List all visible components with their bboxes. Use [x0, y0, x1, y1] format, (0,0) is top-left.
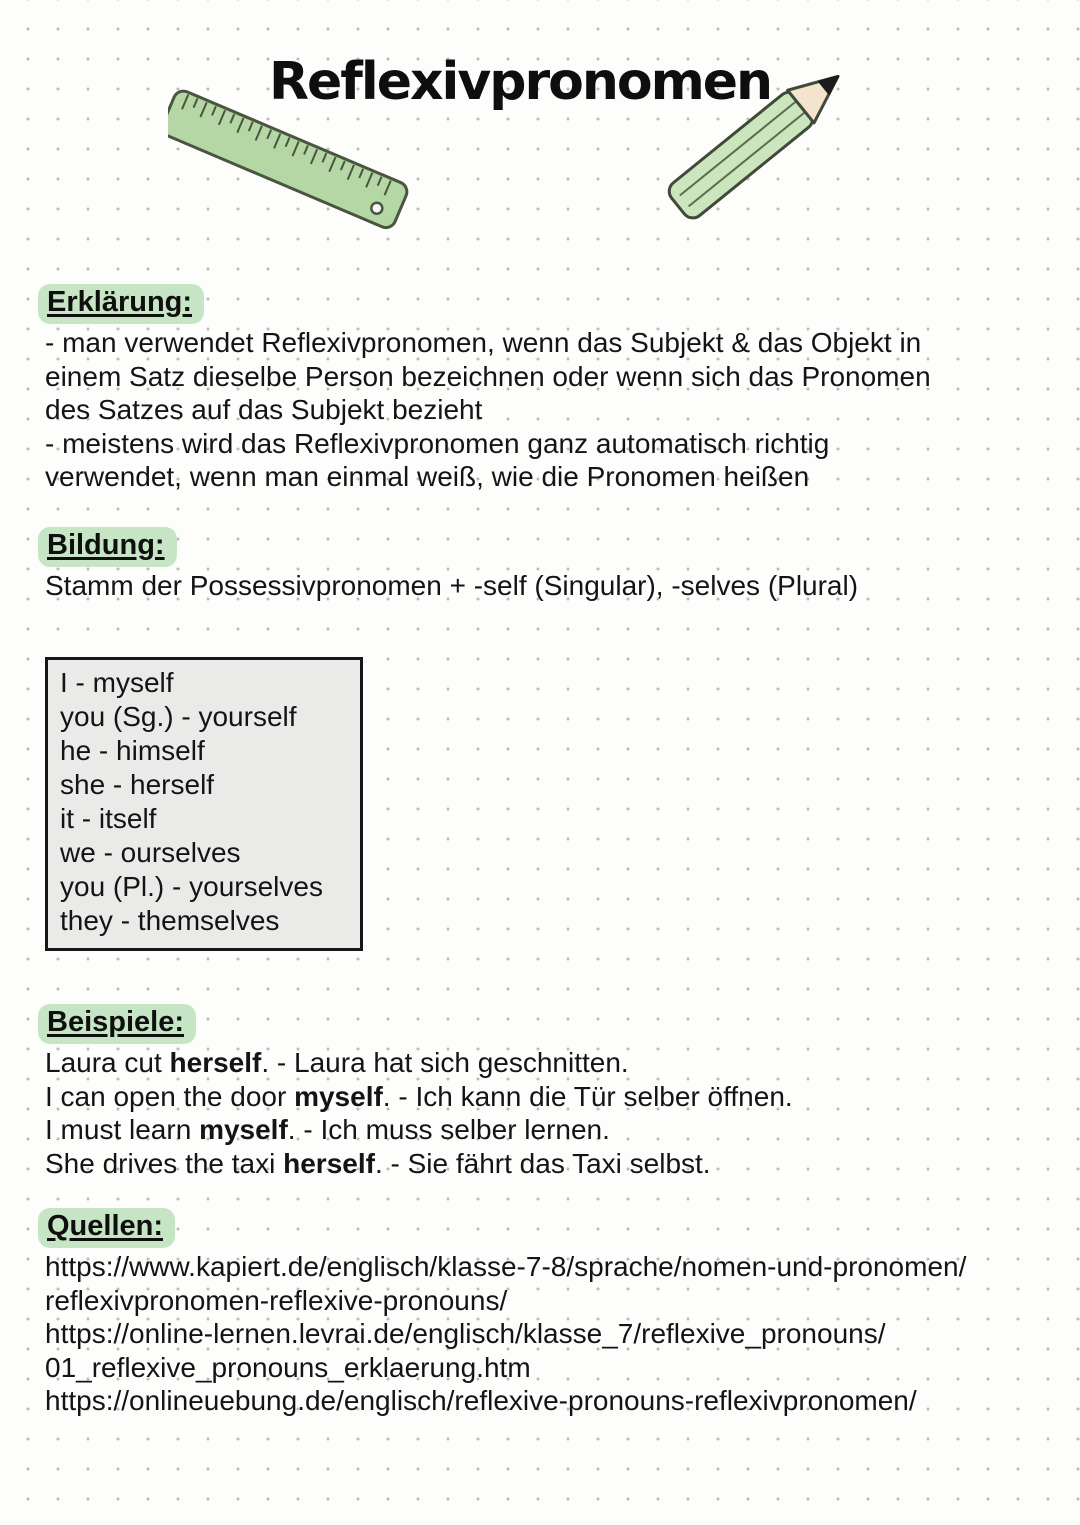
quellen-body: [45, 1250, 966, 1418]
pronoun-row: I - myself: [60, 667, 174, 698]
section-quellen: [38, 1208, 966, 1418]
beispiele-body: [45, 1046, 793, 1180]
page-title: Reflexivpronomen: [268, 52, 772, 112]
example-line: [45, 1147, 793, 1181]
example-line: [45, 1113, 793, 1147]
example-line: [45, 1046, 793, 1080]
text-line: - meistens wird das Reflexivpronomen ganz automatisch richtig: [45, 427, 830, 459]
source-url-line: 01_reflexive_pronouns_erklaerung.htm: [45, 1351, 531, 1383]
source-url-line: https://www.kapiert.de/englisch/klasse-7-8/sprache/nomen-und-pronomen/: [45, 1251, 967, 1282]
text-line: einem Satz dieselbe Person bezeichnen oder wenn sich das Pronomen: [45, 360, 931, 392]
section-heading-erklaerung: Erklärung:: [38, 284, 204, 324]
example-line: [45, 1080, 793, 1114]
pronoun-box: [45, 657, 363, 951]
example-pre: I must learn: [45, 1114, 200, 1146]
example-bold: myself: [294, 1080, 383, 1112]
section-heading-bildung: Bildung:: [38, 527, 177, 567]
source-url-line: reflexivpronomen-reflexive-pronouns/: [45, 1284, 508, 1316]
section-heading-beispiele: Beispiele:: [38, 1004, 196, 1044]
pronoun-row: you (Pl.) - yourselves: [60, 871, 323, 902]
example-pre: She drives the taxi: [45, 1147, 284, 1179]
section-heading-quellen: Quellen:: [38, 1208, 175, 1248]
pronoun-row: she - herself: [60, 769, 215, 800]
pronoun-row: we - ourselves: [60, 837, 241, 868]
example-bold: herself: [283, 1147, 375, 1179]
section-bildung: [38, 527, 858, 603]
pronoun-row: you (Sg.) - yourself: [60, 701, 297, 732]
source-url-line: https://online-lernen.levrai.de/englisch/klasse_7/reflexive_pronouns/: [45, 1318, 886, 1350]
example-post: . - Ich kann die Tür selber öffnen.: [382, 1080, 793, 1112]
text-line: - man verwendet Reflexivpronomen, wenn das Subjekt & das Objekt in: [45, 327, 922, 358]
section-beispiele: [38, 1004, 793, 1180]
text-line: des Satzes auf das Subjekt bezieht: [45, 394, 483, 426]
pencil-icon: [648, 48, 888, 233]
section-erklaerung: [38, 284, 931, 494]
example-pre: I can open the door: [45, 1080, 295, 1112]
example-bold: herself: [169, 1047, 262, 1078]
example-post: . - Ich muss selber lernen.: [287, 1114, 610, 1146]
example-bold: myself: [199, 1114, 288, 1146]
bildung-body: [45, 569, 858, 603]
text-line: verwendet, wenn man einmal weiß, wie die Pronomen heißen: [45, 461, 810, 493]
pronoun-row: they - themselves: [60, 905, 280, 936]
pronoun-row: it - itself: [60, 803, 157, 834]
example-post: . - Sie fährt das Taxi selbst.: [374, 1147, 711, 1179]
erklaerung-body: [45, 326, 931, 494]
example-pre: Laura cut: [45, 1047, 170, 1078]
pronoun-row: he - himself: [60, 735, 205, 766]
text-line: Stamm der Possessivpronomen + -self (Singular), -selves (Plural): [45, 570, 859, 601]
source-url-line: https://onlineuebung.de/englisch/reflexive-pronouns-reflexivpronomen/: [45, 1385, 917, 1417]
example-post: . - Laura hat sich geschnitten.: [261, 1047, 629, 1078]
